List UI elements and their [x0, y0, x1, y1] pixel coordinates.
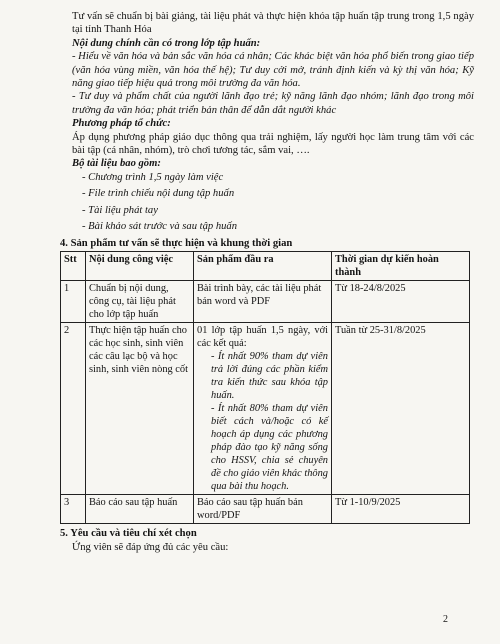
- materials-item: - Tài liệu phát tay: [82, 204, 158, 216]
- header-stt: Stt: [61, 251, 86, 280]
- header-output: Sản phẩm đầu ra: [194, 251, 332, 280]
- intro-paragraph: Tư vấn sẽ chuẩn bị bài giảng, tài liệu phát và thực hiện khóa tập huấn tập trung trong 1,5 ngày tại tỉnh Thanh Hóa: [72, 11, 474, 36]
- content-heading: Nội dung chính cần có trong lớp tập huấn:: [72, 37, 261, 49]
- content-item-2: - Tư duy và phẩm chất của người lãnh đạo trẻ; kỹ năng lãnh đạo nhóm; lãnh đạo trong môi trường đa văn hóa; phát triển bản thân để dẫn dắt người khác: [72, 91, 474, 116]
- content-item-1: - Hiểu về văn hóa và bản sắc văn hóa cá nhân; Các khác biệt văn hóa phổ biến trong giao tiếp (văn hóa vùng miền, văn hóa thế hệ); Tư duy cởi mở, tránh định kiến và kỳ thị văn hóa; Kỹ năng giao tiếp hiệu quả trong môi trường đa văn hóa.: [72, 51, 474, 90]
- work-plan-table: [60, 251, 470, 524]
- section-5-paragraph: Ứng viên sẽ đáp ứng đủ các yêu cầu:: [72, 542, 229, 554]
- materials-item: - Bài khảo sát trước và sau tập huấn: [82, 221, 238, 233]
- cell-stt: 2: [61, 322, 86, 494]
- cell-output-item: - Ít nhất 80% tham dự viên biết cách và/hoặc có kế hoạch áp dụng các phương pháp đào tạo kỹ năng sống cho HSSV, chia sẻ chuyên đề cho giáo viên khác thông qua bài thu hoạch.: [211, 402, 328, 492]
- cell-task: Chuẩn bị nội dung, công cụ, tài liệu phát cho lớp tập huấn: [86, 280, 194, 322]
- cell-output: [194, 322, 332, 494]
- cell-output-item: - Ít nhất 90% tham dự viên trả lời đúng các phần kiểm tra kiến thức sau khóa tập huấn.: [211, 350, 328, 401]
- cell-time: Tuần từ 25-31/8/2025: [332, 322, 470, 494]
- cell-task: Thực hiện tập huấn cho các học sinh, sinh viên các câu lạc bộ và học sinh, sinh viên nòng cốt: [86, 322, 194, 494]
- materials-list: [60, 171, 474, 234]
- cell-output: Bài trình bày, các tài liệu phát bản word và PDF: [194, 280, 332, 322]
- method-heading: Phương pháp tổ chức:: [72, 118, 171, 130]
- cell-time: Từ 18-24/8/2025: [332, 280, 470, 322]
- cell-output: Báo cáo sau tập huấn bản word/PDF: [194, 494, 332, 523]
- cell-time: Từ 1-10/9/2025: [332, 494, 470, 523]
- section-5-title: 5. Yêu cầu và tiêu chí xét chọn: [60, 527, 197, 539]
- cell-stt: 1: [61, 280, 86, 322]
- cell-output-lead: 01 lớp tập huấn 1,5 ngày, với các kết quả:: [197, 324, 328, 349]
- materials-item: - File trình chiếu nội dung tập huấn: [82, 188, 235, 200]
- cell-task: Báo cáo sau tập huấn: [86, 494, 194, 523]
- table-row: [61, 494, 470, 523]
- table-header-row: [61, 251, 470, 280]
- cell-stt: 3: [61, 494, 86, 523]
- method-paragraph: Áp dụng phương pháp giáo dục thông qua trải nghiệm, lấy người học làm trung tâm với các bài tập (cá nhân, nhóm), trò chơi tương tác, sắm vai, ….: [72, 131, 474, 157]
- page-number: 2: [443, 613, 448, 625]
- section-4-title: 4. Sản phẩm tư vấn sẽ thực hiện và khung thời gian: [60, 237, 293, 249]
- materials-item: - Chương trình 1,5 ngày làm việc: [82, 171, 224, 183]
- materials-heading: Bộ tài liệu bao gồm:: [72, 158, 161, 170]
- header-time: Thời gian dự kiến hoàn thành: [332, 251, 470, 280]
- header-task: Nội dung công việc: [86, 251, 194, 280]
- table-row: [61, 322, 470, 494]
- table-row: [61, 280, 470, 322]
